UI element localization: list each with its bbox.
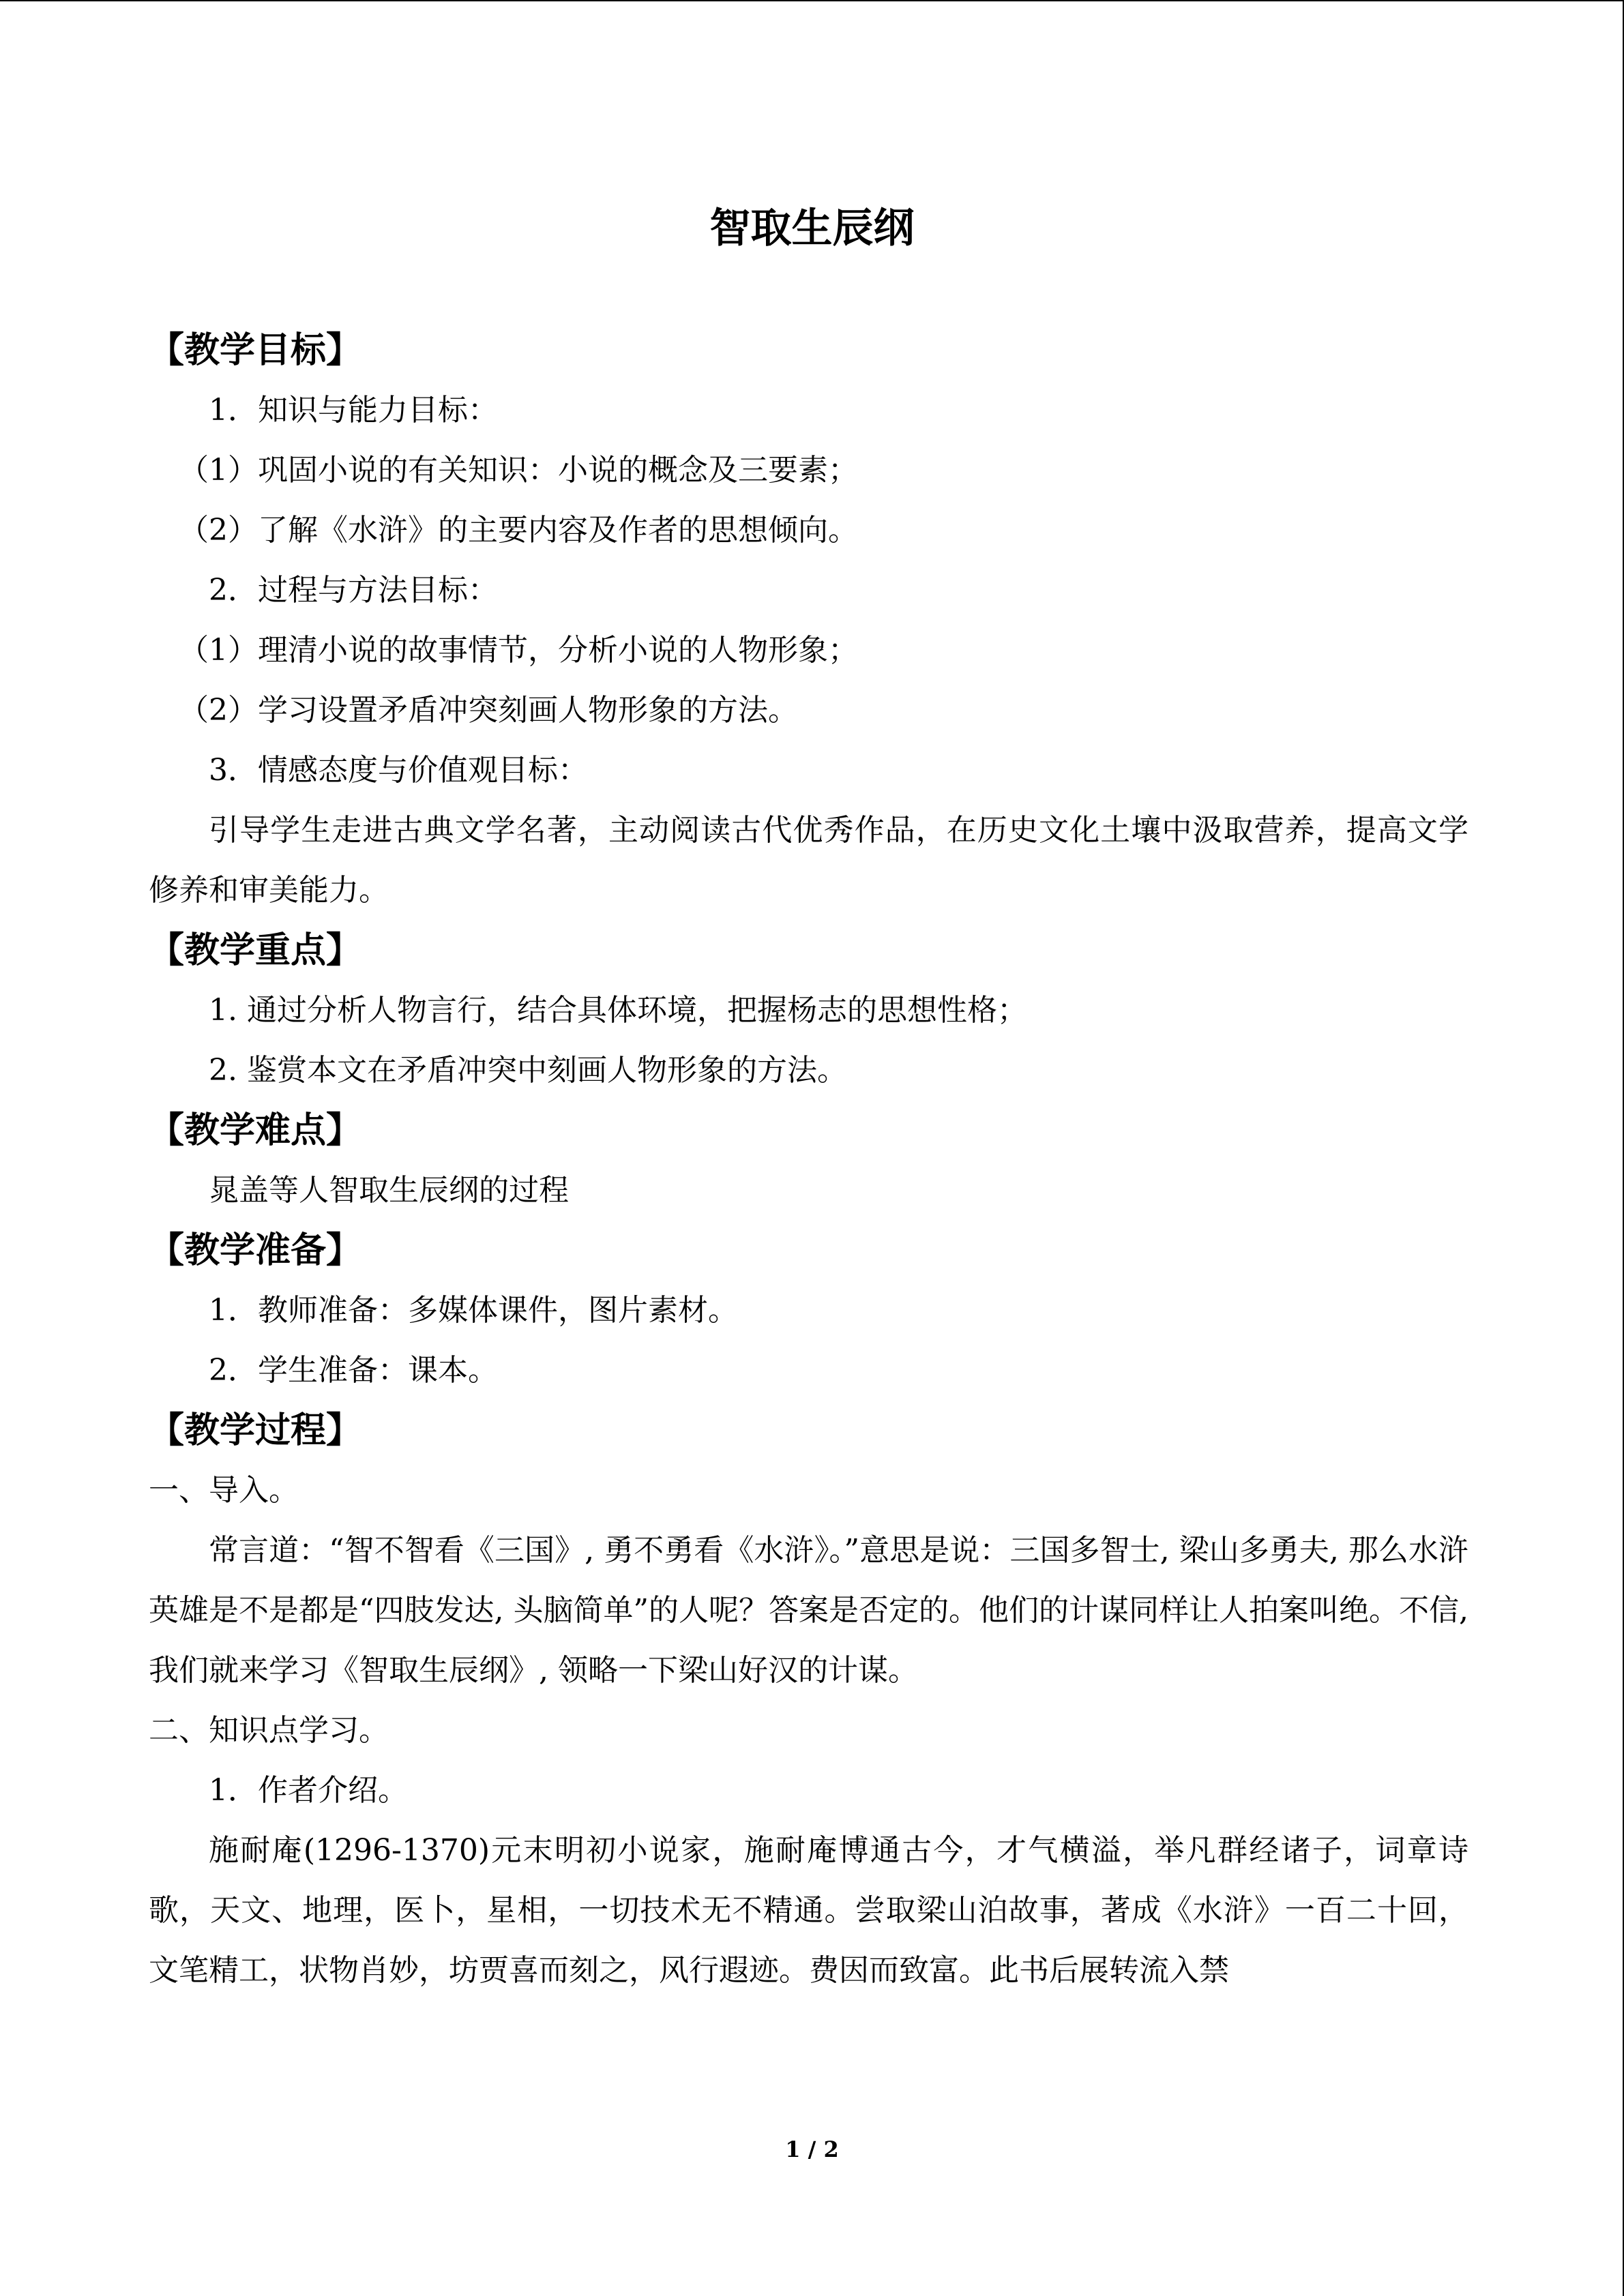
process-part-2-item-1-text: 施耐庵(1296-1370)元末明初小说家，施耐庵博通古今，才气横溢，举凡群经诸子，词章诗歌，天文、地理，医卜，星相，一切技术无不精通。尝取梁山泊故事，著成《水浒》一百二十回，文笔精工，状物肖妙，坊贾喜而刻之，风行遐迹。费因而致富。此书后展转流入禁	[149, 1833, 1468, 1988]
heading-difficulties: 【教学难点】	[149, 1110, 362, 1151]
preparation-item-2: 2．学生准备：课本。	[209, 1353, 498, 1388]
process-part-1-text: 常言道：“智不智看《三国》, 勇不勇看《水浒》。”意思是说：三国多智士, 梁山多勇夫, 那么水浒英雄是不是都是“四肢发达, 头脑简单”的人呢？答案是否定的。他们的计谋同样让人拍案叫绝。不信, 我们就来学习《智取生辰纲》, 领略一下梁山好汉的计谋。	[149, 1533, 1468, 1688]
process-part-2-title: 二、知识点学习。	[149, 1713, 389, 1748]
difficulty-text: 晁盖等人智取生辰纲的过程	[209, 1173, 569, 1208]
objective-item-2-2: （2）学习设置矛盾冲突刻画人物形象的方法。	[179, 693, 798, 728]
heading-preparation: 【教学准备】	[149, 1230, 362, 1271]
objective-item-1: 1．知识与能力目标：	[209, 393, 498, 428]
process-part-2-item-1: 1．作者介绍。	[209, 1773, 408, 1808]
preparation-item-1: 1．教师准备：多媒体课件，图片素材。	[209, 1293, 738, 1328]
heading-process: 【教学过程】	[149, 1410, 362, 1451]
objective-item-2: 2．过程与方法目标：	[209, 573, 498, 608]
heading-objectives: 【教学目标】	[149, 330, 362, 371]
key-point-1: 1. 通过分析人物言行，结合具体环境，把握杨志的思想性格；	[209, 993, 1027, 1028]
objective-item-2-1: （1）理清小说的故事情节，分析小说的人物形象；	[179, 633, 858, 668]
heading-key-points: 【教学重点】	[149, 930, 362, 971]
objective-item-1-2: （2）了解《水浒》的主要内容及作者的思想倾向。	[179, 513, 858, 548]
page-number: 1 / 2	[785, 2136, 839, 2162]
key-point-2: 2. 鉴赏本文在矛盾冲突中刻画人物形象的方法。	[209, 1053, 847, 1088]
objective-item-3-text: 引导学生走进古典文学名著，主动阅读古代优秀作品，在历史文化土壤中汲取营养，提高文学修养和审美能力。	[149, 813, 1468, 908]
process-part-1-title: 一、导入。	[149, 1473, 299, 1508]
document-body	[149, 320, 1468, 2001]
objective-item-1-1: （1）巩固小说的有关知识：小说的概念及三要素；	[179, 453, 858, 488]
document-title: 智取生辰纲	[709, 205, 915, 252]
objective-item-3: 3．情感态度与价值观目标：	[209, 753, 588, 788]
